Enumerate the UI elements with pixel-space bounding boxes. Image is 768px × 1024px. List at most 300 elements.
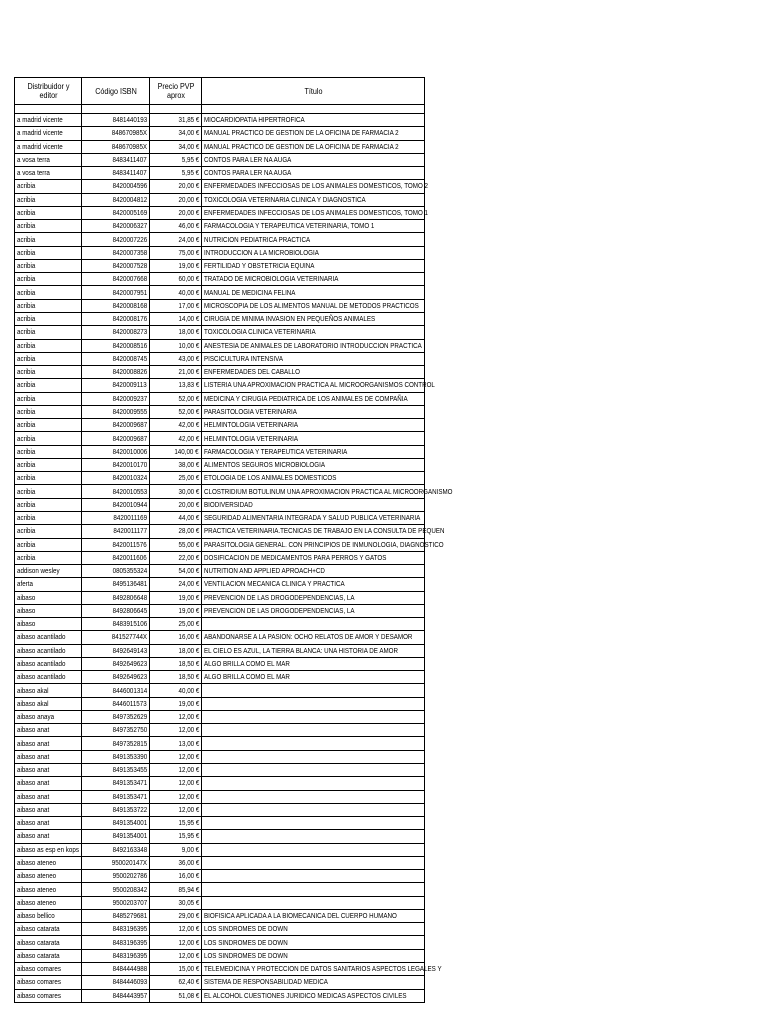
- cell-titulo[interactable]: [202, 498, 425, 511]
- cell-precio[interactable]: [150, 750, 202, 763]
- cell-distribuidor[interactable]: [15, 963, 82, 976]
- cell-isbn[interactable]: [82, 233, 150, 246]
- cell-isbn[interactable]: [82, 737, 150, 750]
- cell-titulo[interactable]: [202, 127, 425, 140]
- cell-isbn[interactable]: [82, 989, 150, 1002]
- cell-distribuidor[interactable]: [15, 936, 82, 949]
- cell-isbn[interactable]: [82, 379, 150, 392]
- cell-precio[interactable]: [150, 976, 202, 989]
- cell-precio[interactable]: [150, 790, 202, 803]
- table-row: [15, 870, 425, 883]
- cell-isbn[interactable]: [82, 273, 150, 286]
- cell-isbn-text: 8492649623: [112, 672, 147, 682]
- cell-precio[interactable]: [150, 206, 202, 219]
- cell-isbn[interactable]: [82, 830, 150, 843]
- cell-precio[interactable]: [150, 963, 202, 976]
- cell-titulo[interactable]: [202, 206, 428, 219]
- cell-titulo[interactable]: [202, 312, 425, 325]
- table-row: [15, 697, 425, 710]
- cell-distribuidor[interactable]: [15, 525, 82, 538]
- cell-distribuidor[interactable]: [15, 618, 82, 631]
- cell-titulo[interactable]: [202, 432, 425, 445]
- cell-precio[interactable]: [150, 923, 202, 936]
- cell-isbn[interactable]: [82, 366, 150, 379]
- cell-precio[interactable]: [150, 724, 202, 737]
- cell-distribuidor[interactable]: [15, 724, 82, 737]
- cell-precio[interactable]: [150, 153, 202, 166]
- cell-distribuidor[interactable]: [15, 923, 82, 936]
- cell-isbn[interactable]: [82, 803, 150, 816]
- cell-distribuidor[interactable]: [15, 405, 82, 418]
- cell-distribuidor[interactable]: [15, 233, 82, 246]
- cell-titulo-text: EL ALCOHOL CUESTIONES JURIDICO MEDICAS ASPECTOS CIVILES: [204, 990, 407, 1000]
- cell-isbn[interactable]: [82, 817, 150, 830]
- cell-titulo[interactable]: [202, 233, 425, 246]
- cell-titulo[interactable]: [202, 936, 425, 949]
- cell-precio[interactable]: [150, 909, 202, 922]
- cell-titulo-text: ENFERMEDADES DEL CABALLO: [204, 367, 300, 377]
- cell-titulo[interactable]: [202, 777, 425, 790]
- cell-isbn-text: 8446001314: [112, 685, 147, 695]
- cell-isbn[interactable]: [82, 140, 150, 153]
- cell-isbn[interactable]: [82, 206, 150, 219]
- cell-precio[interactable]: [150, 167, 202, 180]
- cell-precio[interactable]: [150, 498, 202, 511]
- cell-precio[interactable]: [150, 830, 202, 843]
- cell-precio[interactable]: [150, 485, 202, 498]
- cell-precio[interactable]: [150, 565, 202, 578]
- cell-isbn[interactable]: [82, 697, 150, 710]
- cell-precio[interactable]: [150, 710, 202, 723]
- cell-precio[interactable]: [150, 472, 202, 485]
- cell-distribuidor[interactable]: [15, 114, 82, 127]
- cell-isbn[interactable]: [82, 657, 150, 670]
- cell-distribuidor[interactable]: [15, 419, 82, 432]
- cell-isbn[interactable]: [82, 578, 150, 591]
- cell-precio[interactable]: [150, 697, 202, 710]
- cell-precio[interactable]: [150, 312, 202, 325]
- cell-precio[interactable]: [150, 657, 202, 670]
- cell-precio[interactable]: [150, 339, 202, 352]
- cell-precio[interactable]: [150, 127, 202, 140]
- cell-titulo[interactable]: [202, 870, 425, 883]
- cell-isbn[interactable]: [82, 923, 150, 936]
- cell-distribuidor[interactable]: [15, 220, 82, 233]
- cell-titulo[interactable]: [202, 909, 425, 922]
- header-precio[interactable]: Precio PVP aprox: [152, 78, 199, 105]
- cell-precio[interactable]: [150, 777, 202, 790]
- cell-precio[interactable]: [150, 299, 202, 312]
- cell-precio[interactable]: [150, 856, 202, 869]
- cell-precio[interactable]: [150, 618, 202, 631]
- cell-distribuidor[interactable]: [15, 657, 82, 670]
- table-row: [15, 246, 425, 259]
- cell-isbn[interactable]: [82, 445, 150, 458]
- cell-isbn[interactable]: [82, 114, 150, 127]
- cell-isbn[interactable]: [82, 843, 150, 856]
- cell-distribuidor[interactable]: [15, 843, 82, 856]
- cell-isbn[interactable]: [82, 856, 150, 869]
- cell-distribuidor[interactable]: [15, 551, 82, 564]
- cell-precio[interactable]: [150, 525, 202, 538]
- cell-distribuidor[interactable]: [15, 697, 82, 710]
- cell-titulo[interactable]: [202, 472, 425, 485]
- cell-isbn[interactable]: [82, 352, 150, 365]
- cell-precio[interactable]: [150, 419, 202, 432]
- cell-precio[interactable]: [150, 352, 202, 365]
- cell-titulo[interactable]: [202, 710, 425, 723]
- cell-distribuidor[interactable]: [15, 790, 82, 803]
- cell-distribuidor-text: acribia: [17, 552, 36, 562]
- cell-distribuidor[interactable]: [15, 485, 82, 498]
- cell-titulo[interactable]: [202, 114, 425, 127]
- cell-titulo[interactable]: [202, 246, 425, 259]
- cell-isbn[interactable]: [82, 538, 150, 551]
- cell-precio[interactable]: [150, 671, 202, 684]
- cell-precio-text: 36,00 €: [178, 858, 199, 867]
- cell-distribuidor[interactable]: [15, 777, 82, 790]
- cell-titulo[interactable]: [202, 657, 425, 670]
- cell-isbn[interactable]: [82, 963, 150, 976]
- cell-isbn[interactable]: [82, 286, 150, 299]
- cell-precio[interactable]: [150, 737, 202, 750]
- cell-distribuidor[interactable]: [15, 909, 82, 922]
- cell-isbn[interactable]: [82, 936, 150, 949]
- cell-titulo[interactable]: [202, 366, 425, 379]
- cell-titulo[interactable]: [202, 140, 425, 153]
- cell-titulo[interactable]: [202, 631, 425, 644]
- cell-distribuidor[interactable]: [15, 379, 82, 392]
- cell-distribuidor[interactable]: [15, 432, 82, 445]
- cell-distribuidor[interactable]: [15, 856, 82, 869]
- cell-isbn[interactable]: [82, 777, 150, 790]
- cell-isbn[interactable]: [82, 790, 150, 803]
- cell-distribuidor[interactable]: [15, 339, 82, 352]
- cell-titulo[interactable]: [202, 989, 425, 1002]
- cell-precio[interactable]: [150, 445, 202, 458]
- cell-precio-text: 54,00 €: [178, 566, 199, 576]
- cell-precio[interactable]: [150, 233, 202, 246]
- cell-isbn[interactable]: [82, 498, 150, 511]
- cell-precio[interactable]: [150, 511, 202, 524]
- cell-precio[interactable]: [150, 326, 202, 339]
- cell-titulo[interactable]: [202, 445, 425, 458]
- cell-distribuidor[interactable]: [15, 392, 82, 405]
- cell-distribuidor[interactable]: [15, 803, 82, 816]
- cell-precio[interactable]: [150, 286, 202, 299]
- cell-titulo[interactable]: [202, 949, 425, 962]
- cell-distribuidor[interactable]: [15, 127, 82, 140]
- cell-distribuidor[interactable]: [15, 644, 82, 657]
- cell-distribuidor[interactable]: [15, 326, 82, 339]
- table-row: [15, 883, 425, 896]
- cell-distribuidor[interactable]: [15, 445, 82, 458]
- cell-titulo[interactable]: [202, 286, 425, 299]
- cell-titulo[interactable]: [202, 339, 425, 352]
- cell-precio[interactable]: [150, 366, 202, 379]
- cell-precio[interactable]: [150, 405, 202, 418]
- cell-titulo[interactable]: [202, 551, 425, 564]
- cell-titulo[interactable]: [202, 883, 425, 896]
- cell-distribuidor[interactable]: [15, 498, 82, 511]
- cell-isbn[interactable]: [82, 764, 150, 777]
- cell-isbn[interactable]: [82, 419, 150, 432]
- cell-isbn[interactable]: [82, 326, 150, 339]
- cell-titulo[interactable]: [202, 896, 425, 909]
- cell-isbn[interactable]: [82, 710, 150, 723]
- cell-isbn[interactable]: [82, 724, 150, 737]
- cell-isbn[interactable]: [82, 180, 150, 193]
- cell-isbn-text: 8420007951: [112, 287, 147, 297]
- cell-titulo[interactable]: [202, 697, 425, 710]
- cell-isbn[interactable]: [82, 750, 150, 763]
- cell-distribuidor[interactable]: [15, 366, 82, 379]
- cell-precio[interactable]: [150, 193, 202, 206]
- cell-titulo[interactable]: [202, 326, 425, 339]
- cell-precio[interactable]: [150, 631, 202, 644]
- cell-precio[interactable]: [150, 379, 202, 392]
- cell-distribuidor[interactable]: [15, 631, 82, 644]
- cell-precio[interactable]: [150, 432, 202, 445]
- cell-titulo[interactable]: [202, 843, 425, 856]
- cell-distribuidor[interactable]: [15, 538, 82, 551]
- cell-precio[interactable]: [150, 989, 202, 1002]
- cell-precio[interactable]: [150, 604, 202, 617]
- cell-titulo[interactable]: [202, 259, 425, 272]
- cell-precio[interactable]: [150, 883, 202, 896]
- cell-distribuidor[interactable]: [15, 989, 82, 1002]
- cell-titulo[interactable]: [202, 167, 425, 180]
- cell-isbn[interactable]: [82, 511, 150, 524]
- cell-titulo[interactable]: [202, 565, 425, 578]
- cell-precio-text: 42,00 €: [178, 433, 199, 443]
- cell-isbn[interactable]: [82, 392, 150, 405]
- cell-distribuidor[interactable]: [15, 883, 82, 896]
- cell-isbn[interactable]: [82, 883, 150, 896]
- table-row: [15, 220, 425, 233]
- cell-distribuidor[interactable]: [15, 511, 82, 524]
- cell-precio[interactable]: [150, 870, 202, 883]
- cell-isbn[interactable]: [82, 565, 150, 578]
- cell-precio-text: 20,00 €: [178, 499, 199, 509]
- cell-isbn[interactable]: [82, 153, 150, 166]
- cell-distribuidor-text: a vosa terra: [17, 154, 50, 164]
- cell-titulo[interactable]: [202, 976, 425, 989]
- cell-titulo[interactable]: [202, 591, 425, 604]
- cell-precio[interactable]: [150, 591, 202, 604]
- cell-titulo[interactable]: [202, 684, 425, 697]
- cell-distribuidor[interactable]: [15, 565, 82, 578]
- cell-titulo[interactable]: [202, 405, 425, 418]
- cell-titulo[interactable]: [202, 923, 425, 936]
- cell-titulo[interactable]: [202, 817, 425, 830]
- cell-isbn[interactable]: [82, 671, 150, 684]
- cell-isbn[interactable]: [82, 909, 150, 922]
- cell-precio-text: 31,85 €: [178, 115, 199, 125]
- cell-distribuidor[interactable]: [15, 976, 82, 989]
- cell-precio[interactable]: [150, 551, 202, 564]
- cell-distribuidor[interactable]: [15, 140, 82, 153]
- cell-titulo[interactable]: [202, 379, 435, 392]
- cell-titulo[interactable]: [202, 273, 425, 286]
- cell-distribuidor[interactable]: [15, 896, 82, 909]
- cell-precio[interactable]: [150, 936, 202, 949]
- cell-precio[interactable]: [150, 843, 202, 856]
- cell-precio[interactable]: [150, 246, 202, 259]
- cell-distribuidor[interactable]: [15, 458, 82, 471]
- cell-isbn[interactable]: [82, 339, 150, 352]
- cell-titulo[interactable]: [202, 485, 453, 498]
- cell-isbn[interactable]: [82, 976, 150, 989]
- cell-titulo[interactable]: [202, 644, 425, 657]
- cell-distribuidor[interactable]: [15, 153, 82, 166]
- cell-distribuidor[interactable]: [15, 830, 82, 843]
- cell-distribuidor[interactable]: [15, 180, 82, 193]
- table-row: [15, 976, 425, 989]
- cell-precio[interactable]: [150, 949, 202, 962]
- cell-isbn[interactable]: [82, 167, 150, 180]
- cell-isbn[interactable]: [82, 246, 150, 259]
- cell-distribuidor[interactable]: [15, 352, 82, 365]
- cell-distribuidor[interactable]: [15, 604, 82, 617]
- cell-distribuidor[interactable]: [15, 817, 82, 830]
- cell-distribuidor[interactable]: [15, 246, 82, 259]
- cell-titulo[interactable]: [202, 525, 445, 538]
- cell-titulo[interactable]: [202, 193, 425, 206]
- cell-isbn[interactable]: [82, 684, 150, 697]
- cell-titulo[interactable]: [202, 790, 425, 803]
- cell-isbn[interactable]: [82, 591, 150, 604]
- cell-precio[interactable]: [150, 578, 202, 591]
- cell-precio[interactable]: [150, 644, 202, 657]
- cell-precio-text: 60,00 €: [178, 274, 199, 284]
- cell-titulo[interactable]: [202, 458, 425, 471]
- cell-isbn[interactable]: [82, 432, 150, 445]
- cell-titulo[interactable]: [202, 724, 425, 737]
- cell-titulo[interactable]: [202, 750, 425, 763]
- cell-distribuidor[interactable]: [15, 286, 82, 299]
- table-row: [15, 392, 425, 405]
- cell-isbn-text: 8420010324: [112, 473, 147, 483]
- cell-distribuidor[interactable]: [15, 591, 82, 604]
- cell-titulo[interactable]: [202, 803, 425, 816]
- cell-distribuidor[interactable]: [15, 949, 82, 962]
- cell-distribuidor[interactable]: [15, 578, 82, 591]
- cell-isbn[interactable]: [82, 458, 150, 471]
- cell-distribuidor[interactable]: [15, 167, 82, 180]
- cell-distribuidor[interactable]: [15, 273, 82, 286]
- cell-titulo[interactable]: [202, 963, 442, 976]
- cell-isbn[interactable]: [82, 220, 150, 233]
- cell-distribuidor[interactable]: [15, 312, 82, 325]
- cell-distribuidor[interactable]: [15, 671, 82, 684]
- header-distribuidor[interactable]: Distribuidor y editor: [18, 78, 78, 105]
- header-titulo[interactable]: Título: [213, 78, 414, 105]
- cell-isbn-text: 8420007358: [112, 247, 147, 257]
- cell-isbn[interactable]: [82, 618, 150, 631]
- cell-isbn[interactable]: [82, 644, 150, 657]
- cell-distribuidor[interactable]: [15, 259, 82, 272]
- cell-isbn[interactable]: [82, 312, 150, 325]
- cell-precio[interactable]: [150, 114, 202, 127]
- cell-titulo[interactable]: [202, 764, 425, 777]
- cell-isbn[interactable]: [82, 896, 150, 909]
- cell-titulo[interactable]: [202, 419, 425, 432]
- cell-precio[interactable]: [150, 392, 202, 405]
- cell-isbn[interactable]: [82, 870, 150, 883]
- cell-titulo[interactable]: [202, 180, 428, 193]
- cell-precio[interactable]: [150, 180, 202, 193]
- cell-isbn[interactable]: [82, 127, 150, 140]
- cell-isbn-text: 9500208342: [112, 884, 147, 894]
- cell-distribuidor-text: aibaso anat: [17, 751, 50, 761]
- cell-titulo[interactable]: [202, 220, 425, 233]
- cell-titulo[interactable]: [202, 856, 425, 869]
- cell-isbn[interactable]: [82, 631, 150, 644]
- cell-precio[interactable]: [150, 803, 202, 816]
- cell-titulo[interactable]: [202, 604, 425, 617]
- cell-precio[interactable]: [150, 817, 202, 830]
- cell-isbn[interactable]: [82, 405, 150, 418]
- cell-isbn[interactable]: [82, 949, 150, 962]
- cell-distribuidor[interactable]: [15, 737, 82, 750]
- cell-distribuidor[interactable]: [15, 206, 82, 219]
- cell-isbn[interactable]: [82, 472, 150, 485]
- cell-precio[interactable]: [150, 684, 202, 697]
- cell-titulo[interactable]: [202, 737, 425, 750]
- cell-distribuidor[interactable]: [15, 750, 82, 763]
- cell-isbn[interactable]: [82, 551, 150, 564]
- cell-titulo-text: PREVENCION DE LAS DROGODEPENDENCIAS, LA: [204, 605, 355, 615]
- cell-precio-text: 19,00 €: [178, 592, 199, 602]
- cell-titulo-text: LOS SINDROMES DE DOWN: [204, 950, 288, 960]
- cell-titulo[interactable]: [202, 538, 444, 551]
- cell-distribuidor[interactable]: [15, 299, 82, 312]
- cell-precio[interactable]: [150, 458, 202, 471]
- cell-precio[interactable]: [150, 220, 202, 233]
- cell-precio[interactable]: [150, 140, 202, 153]
- cell-titulo[interactable]: [202, 618, 425, 631]
- table-row: [15, 684, 425, 697]
- cell-isbn[interactable]: [82, 259, 150, 272]
- cell-precio[interactable]: [150, 273, 202, 286]
- cell-precio[interactable]: [150, 896, 202, 909]
- cell-titulo[interactable]: [202, 830, 425, 843]
- cell-isbn[interactable]: [82, 604, 150, 617]
- cell-precio[interactable]: [150, 538, 202, 551]
- cell-isbn[interactable]: [82, 193, 150, 206]
- cell-isbn[interactable]: [82, 299, 150, 312]
- cell-titulo[interactable]: [202, 392, 425, 405]
- cell-titulo[interactable]: [202, 153, 425, 166]
- cell-distribuidor[interactable]: [15, 472, 82, 485]
- cell-distribuidor[interactable]: [15, 710, 82, 723]
- cell-isbn[interactable]: [82, 485, 150, 498]
- cell-distribuidor[interactable]: [15, 870, 82, 883]
- cell-titulo[interactable]: [202, 671, 425, 684]
- header-isbn[interactable]: Código ISBN: [85, 78, 146, 105]
- cell-titulo[interactable]: [202, 578, 425, 591]
- cell-distribuidor[interactable]: [15, 764, 82, 777]
- cell-titulo[interactable]: [202, 352, 425, 365]
- cell-precio[interactable]: [150, 259, 202, 272]
- cell-distribuidor[interactable]: [15, 684, 82, 697]
- cell-titulo[interactable]: [202, 299, 425, 312]
- cell-isbn[interactable]: [82, 525, 150, 538]
- cell-precio[interactable]: [150, 764, 202, 777]
- cell-distribuidor[interactable]: [15, 193, 82, 206]
- cell-titulo[interactable]: [202, 511, 425, 524]
